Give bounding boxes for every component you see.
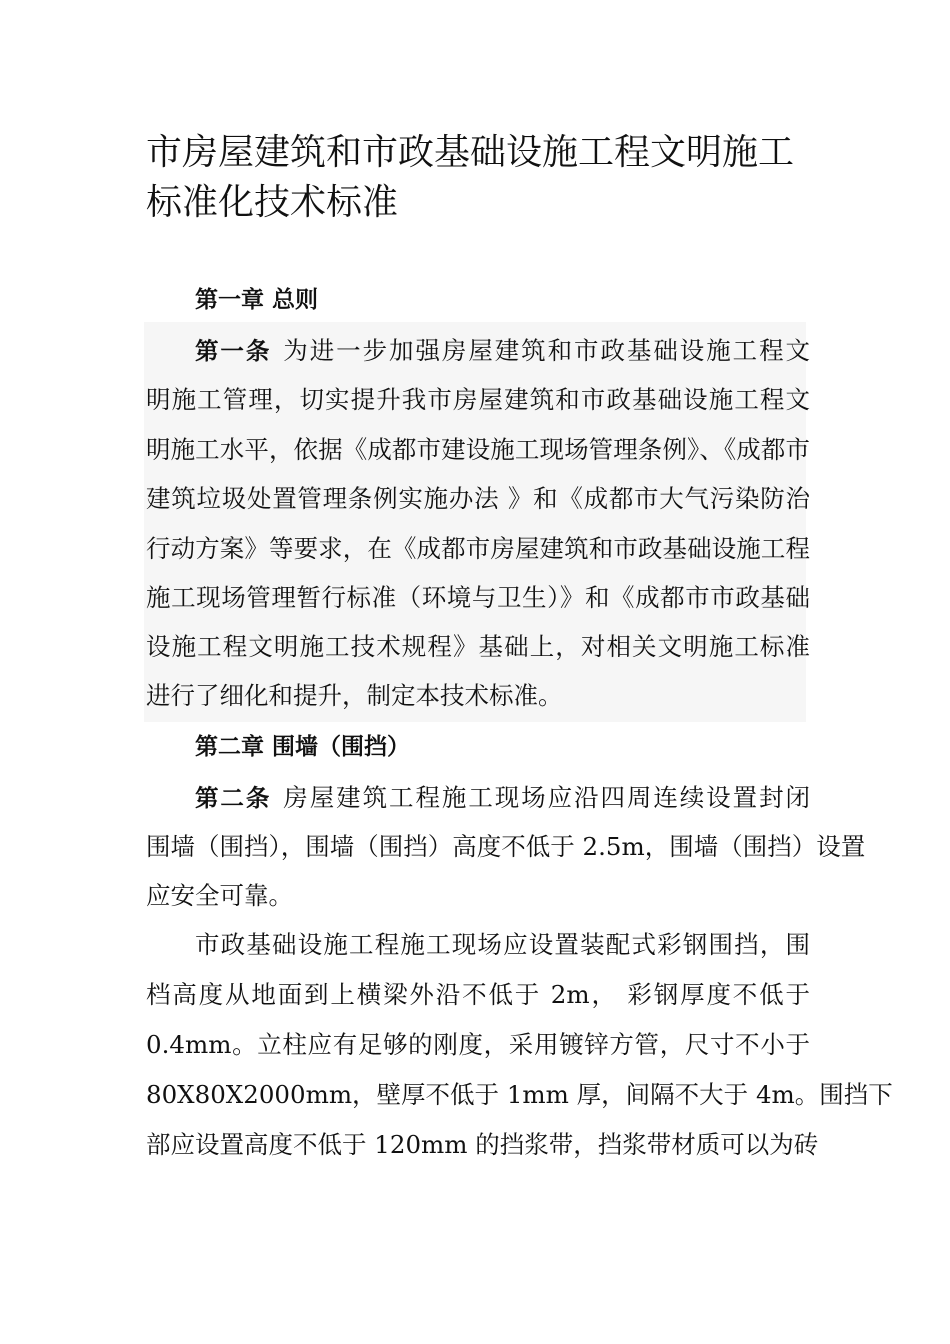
article-1-line-6: 施工现场管理暂行标准（环境与卫生）》和《成都市市政基础	[146, 583, 810, 612]
title-line-1: 市房屋建筑和市政基础设施工程文明施工	[146, 132, 795, 173]
article-1-label: 第一条	[195, 337, 272, 365]
article-1-line-2: 明施工管理，切实提升我市房屋建筑和市政基础设施工程文	[146, 385, 810, 414]
chapter-2-heading: 第二章 围墙（围挡）	[195, 734, 411, 760]
article-1-line-7: 设施工程文明施工技术规程》基础上，对相关文明施工标准	[146, 632, 810, 661]
chapter-1-heading: 第一章 总则	[195, 287, 319, 313]
paragraph-line-1: 市政基础设施工程施工现场应设置装配式彩钢围挡，围	[195, 930, 810, 959]
paragraph-line-5: 部应设置高度不低于 120mm 的挡浆带，挡浆带材质可以为砖	[146, 1130, 819, 1159]
article-1-line-3: 明施工水平，依据《成都市建设施工现场管理条例》、《成都市	[146, 435, 810, 464]
article-1-line-8: 进行了细化和提升，制定本技术标准。	[146, 681, 563, 710]
article-2-label: 第二条	[195, 784, 272, 812]
article-1-line-1: 第一条 为进一步加强房屋建筑和市政基础设施工程文	[195, 336, 810, 365]
document-title	[146, 128, 826, 228]
paragraph-line-4: 80X80X2000mm，壁厚不低于 1mm 厚，间隔不大于 4m。围挡下	[146, 1080, 893, 1109]
article-1-line-4: 建筑垃圾处置管理条例实施办法 》和《成都市大气污染防治	[146, 484, 810, 513]
title-line-2: 标准化技术标准	[146, 182, 399, 223]
paragraph-line-3: 0.4mm。立柱应有足够的刚度，采用镀锌方管，尺寸不小于	[146, 1030, 810, 1059]
paragraph-line-2: 档高度从地面到上横梁外沿不低于 2m， 彩钢厚度不低于	[146, 980, 810, 1009]
article-2-line-2: 围墙（围挡），围墙（围挡）高度不低于 2.5m，围墙（围挡）设置	[146, 832, 866, 861]
article-2-line-1: 第二条 房屋建筑工程施工现场应沿四周连续设置封闭	[195, 783, 810, 812]
article-2-line-3: 应安全可靠。	[146, 881, 293, 910]
article-1-line-5: 行动方案》等要求，在《成都市房屋建筑和市政基础设施工程	[146, 534, 810, 563]
